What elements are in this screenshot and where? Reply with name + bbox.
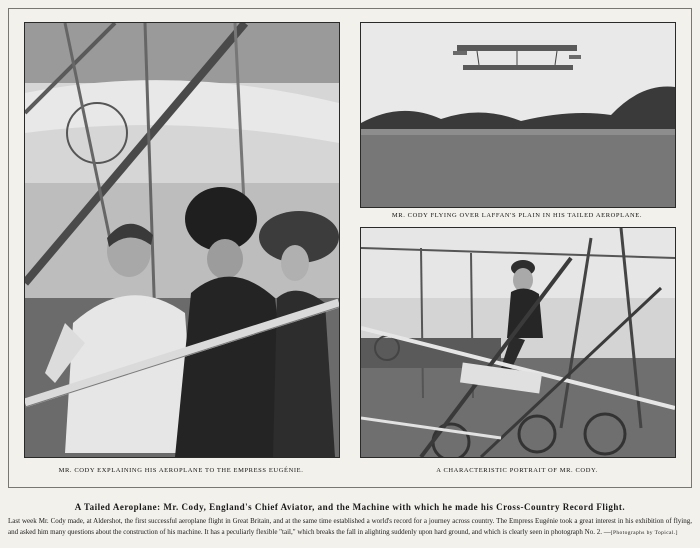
caption-left: MR. CODY EXPLAINING HIS AEROPLANE TO THE EMPRESS EUGÉNIE. xyxy=(58,467,304,474)
photo-cody-and-empress xyxy=(24,22,340,458)
caption-bottom-right: A CHARACTERISTIC PORTRAIT OF MR. CODY. xyxy=(436,467,598,474)
article-body: Last week Mr. Cody made, at Aldershot, the first successful aeroplane flight in Great Britain, and at the same time established a world's record for a journey across country. The Empress Eugénie took a great interest in his exhibition of flying, and asked him many questions about the construction of his machine. It has a peculiarly flexible "tail," which breaks the fall in alighting suddenly upon hard ground, and which is clearly seen in photograph No. 2. —[Photographs by Topical.] xyxy=(8,517,692,536)
photo-cody-portrait xyxy=(360,227,676,458)
caption-top-right: MR. CODY FLYING OVER LAFFAN'S PLAIN IN HIS TAILED AEROPLANE. xyxy=(391,212,643,219)
photo-flight-over-plain xyxy=(360,22,676,208)
article-body-text: Last week Mr. Cody made, at Aldershot, the first successful aeroplane flight in Great Britain, and at the same time established a world's record for a journey across country. The Empress Eugénie took a great interest in his exhibition of flying, and asked him many questions about the construction of his machine. It has a peculiarly flexible "tail," which breaks the fall in alighting suddenly upon hard ground, and which is clearly seen in photograph No. 2. xyxy=(8,517,692,536)
photo-credit: [Photographs by Topical.] xyxy=(610,529,678,536)
article-headline: A Tailed Aeroplane: Mr. Cody, England's Chief Aviator, and the Machine with which he made his Cross-Country Record Flight. xyxy=(74,502,626,512)
